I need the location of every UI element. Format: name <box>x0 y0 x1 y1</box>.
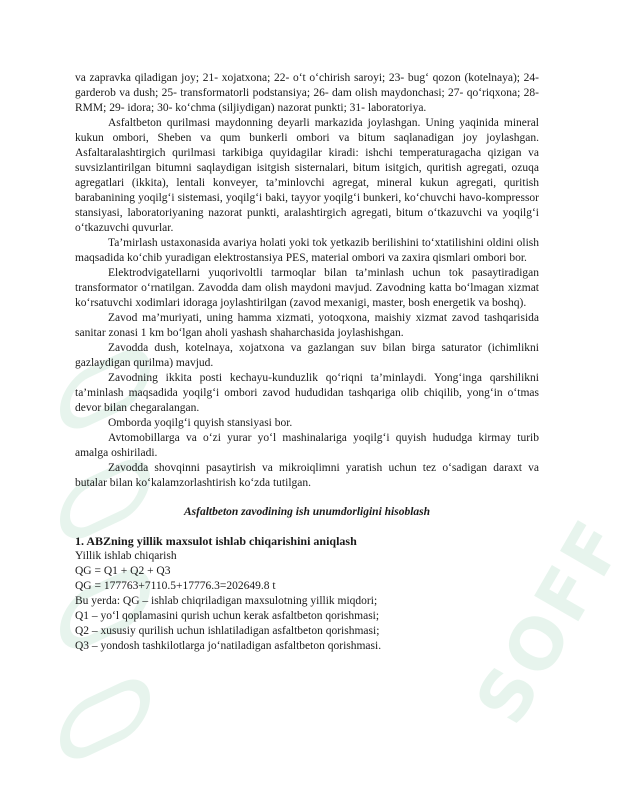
document-body <box>75 71 539 654</box>
formula-line: QG = Q1 + Q2 + Q3 <box>75 565 171 577</box>
definition-line: Q1 – yo‘l qoplamasini qurish uchun kerak asfaltbeton qorishmasi; <box>75 610 380 622</box>
definition-line: Q3 – yondosh tashkilotlarga jo‘natiladigan asfaltbeton qorishmasi. <box>75 640 382 652</box>
paragraph: Asfaltbeton qurilmasi maydonning deyarli markazida joylashgan. Uning yaqinida mineral kukun ombori, Sheben va qum bunkerli ombori va bitum saqlanadigan joy joylashgan. Asfaltaralashtirgich qurilmasi tarkibiga quyidagilar kiradi: ishchi temperaturagacha qizigan va suvsizlantirilgan bitumni saqlaydigan isitgish sisternalari, bitum isitgich, quritish agregati, ozuqa agregatlari (ikkita), lentali konveyer, ta’minlovchi agregat, mineral kukun agregati, quritish barabanining yoqilg‘i sistemasi, yoqilg‘i baki, tayyor yoqilg‘i bunkeri, ko‘chuvchi havo-kompressor stansiyasi, laboratoriyaning nazorat punkti, aralashtirgich agregati, bitum o‘tkazuvchi va yoqilg‘i o‘tkazuvchi quvurlar. <box>75 117 539 234</box>
subsection-heading: 1. ABZning yillik maxsulot ishlab chiqarishini aniqlash <box>75 534 357 548</box>
text-line: Yillik ishlab chiqarish <box>75 550 177 562</box>
paragraph: Avtomobillarga va o‘zi yurar yo‘l mashinalariga yoqilg‘i quyish hududga kirmay turib amalga oshiriladi. <box>75 432 539 459</box>
section-heading: Asfaltbeton zavodining ish unumdorligini hisoblash <box>183 506 431 518</box>
paragraph: va zapravka qiladigan joy; 21- xojatxona; 22- o‘t o‘chirish saroyi; 23- bug‘ qozon (kotelnaya); 24- garderob va dush; 25- transformatorli podstansiya; 26- dam olish maydonchasi; 27- qo‘riqxona; 28- RMM; 29- idora; 30- ko‘chma (siljiydigan) nazorat punkti; 31- laboratoriya. <box>75 72 539 114</box>
paragraph: Zavodda dush, kotelnaya, xojatxona va gazlangan suv bilan birga saturator (ichimlikni gazlaydigan qurilma) mavjud. <box>75 342 539 369</box>
paragraph: Elektrodvigatellarni yuqorivoltli tarmoqlar bilan ta’minlash uchun tok pasaytiradigan transformator o‘rnatilgan. Zavodda dam olish maydoni mavjud. Zavodning katta bo‘lmagan xizmat ko‘rsatuvchi xodimlari idoraga joylashtirilgan (zavod mexanigi, master, bosh energetik va boshq). <box>75 267 539 309</box>
definition-line: Bu yerda: QG – ishlab chiqriladigan maxsulotning yillik miqdori; <box>75 595 378 607</box>
paragraph: Zavod ma’muriyati, uning hamma xizmati, yotoqxona, maishiy xizmat zavod tashqarisida sanitar zonasi 1 km bo‘lgan aholi yashash shaharchasida joylashishgan. <box>75 312 539 339</box>
watermark-text: SOFF <box>459 504 642 738</box>
definition-line: Q2 – xususiy qurilish uchun ishlatiladigan asfaltbeton qorishmasi; <box>75 625 380 637</box>
paragraph: Ta’mirlash ustaxonasida avariya holati yoki tok yetkazib berilishini to‘xtatilishini oldini olish maqsadida ko‘chib yuradigan elektrostansiya PES, material ombori va zaxira qismlari ombori bor. <box>75 237 539 264</box>
paragraph: Omborda yoqilg‘i quyish stansiyasi bor. <box>108 417 293 429</box>
formula-line: QG = 177763+7110.5+17776.3=202649.8 t <box>75 580 276 592</box>
paragraph: Zavodning ikkita posti kechayu-kunduzlik qo‘riqni ta’minlaydi. Yong‘inga qarshilikni ta’minlash maqsadida yoqilg‘i ombori zavod hududidan tashqariga olib chiqilib, yong‘in o‘tmas devor bilan chegaralangan. <box>75 372 539 414</box>
paragraph: Zavodda shovqinni pasaytirish va mikroiqlimni yaratish uchun tez o‘sadigan daraxt va butalar bilan ko‘kalamzorlashtirish ko‘zda tutilgan. <box>75 462 539 489</box>
